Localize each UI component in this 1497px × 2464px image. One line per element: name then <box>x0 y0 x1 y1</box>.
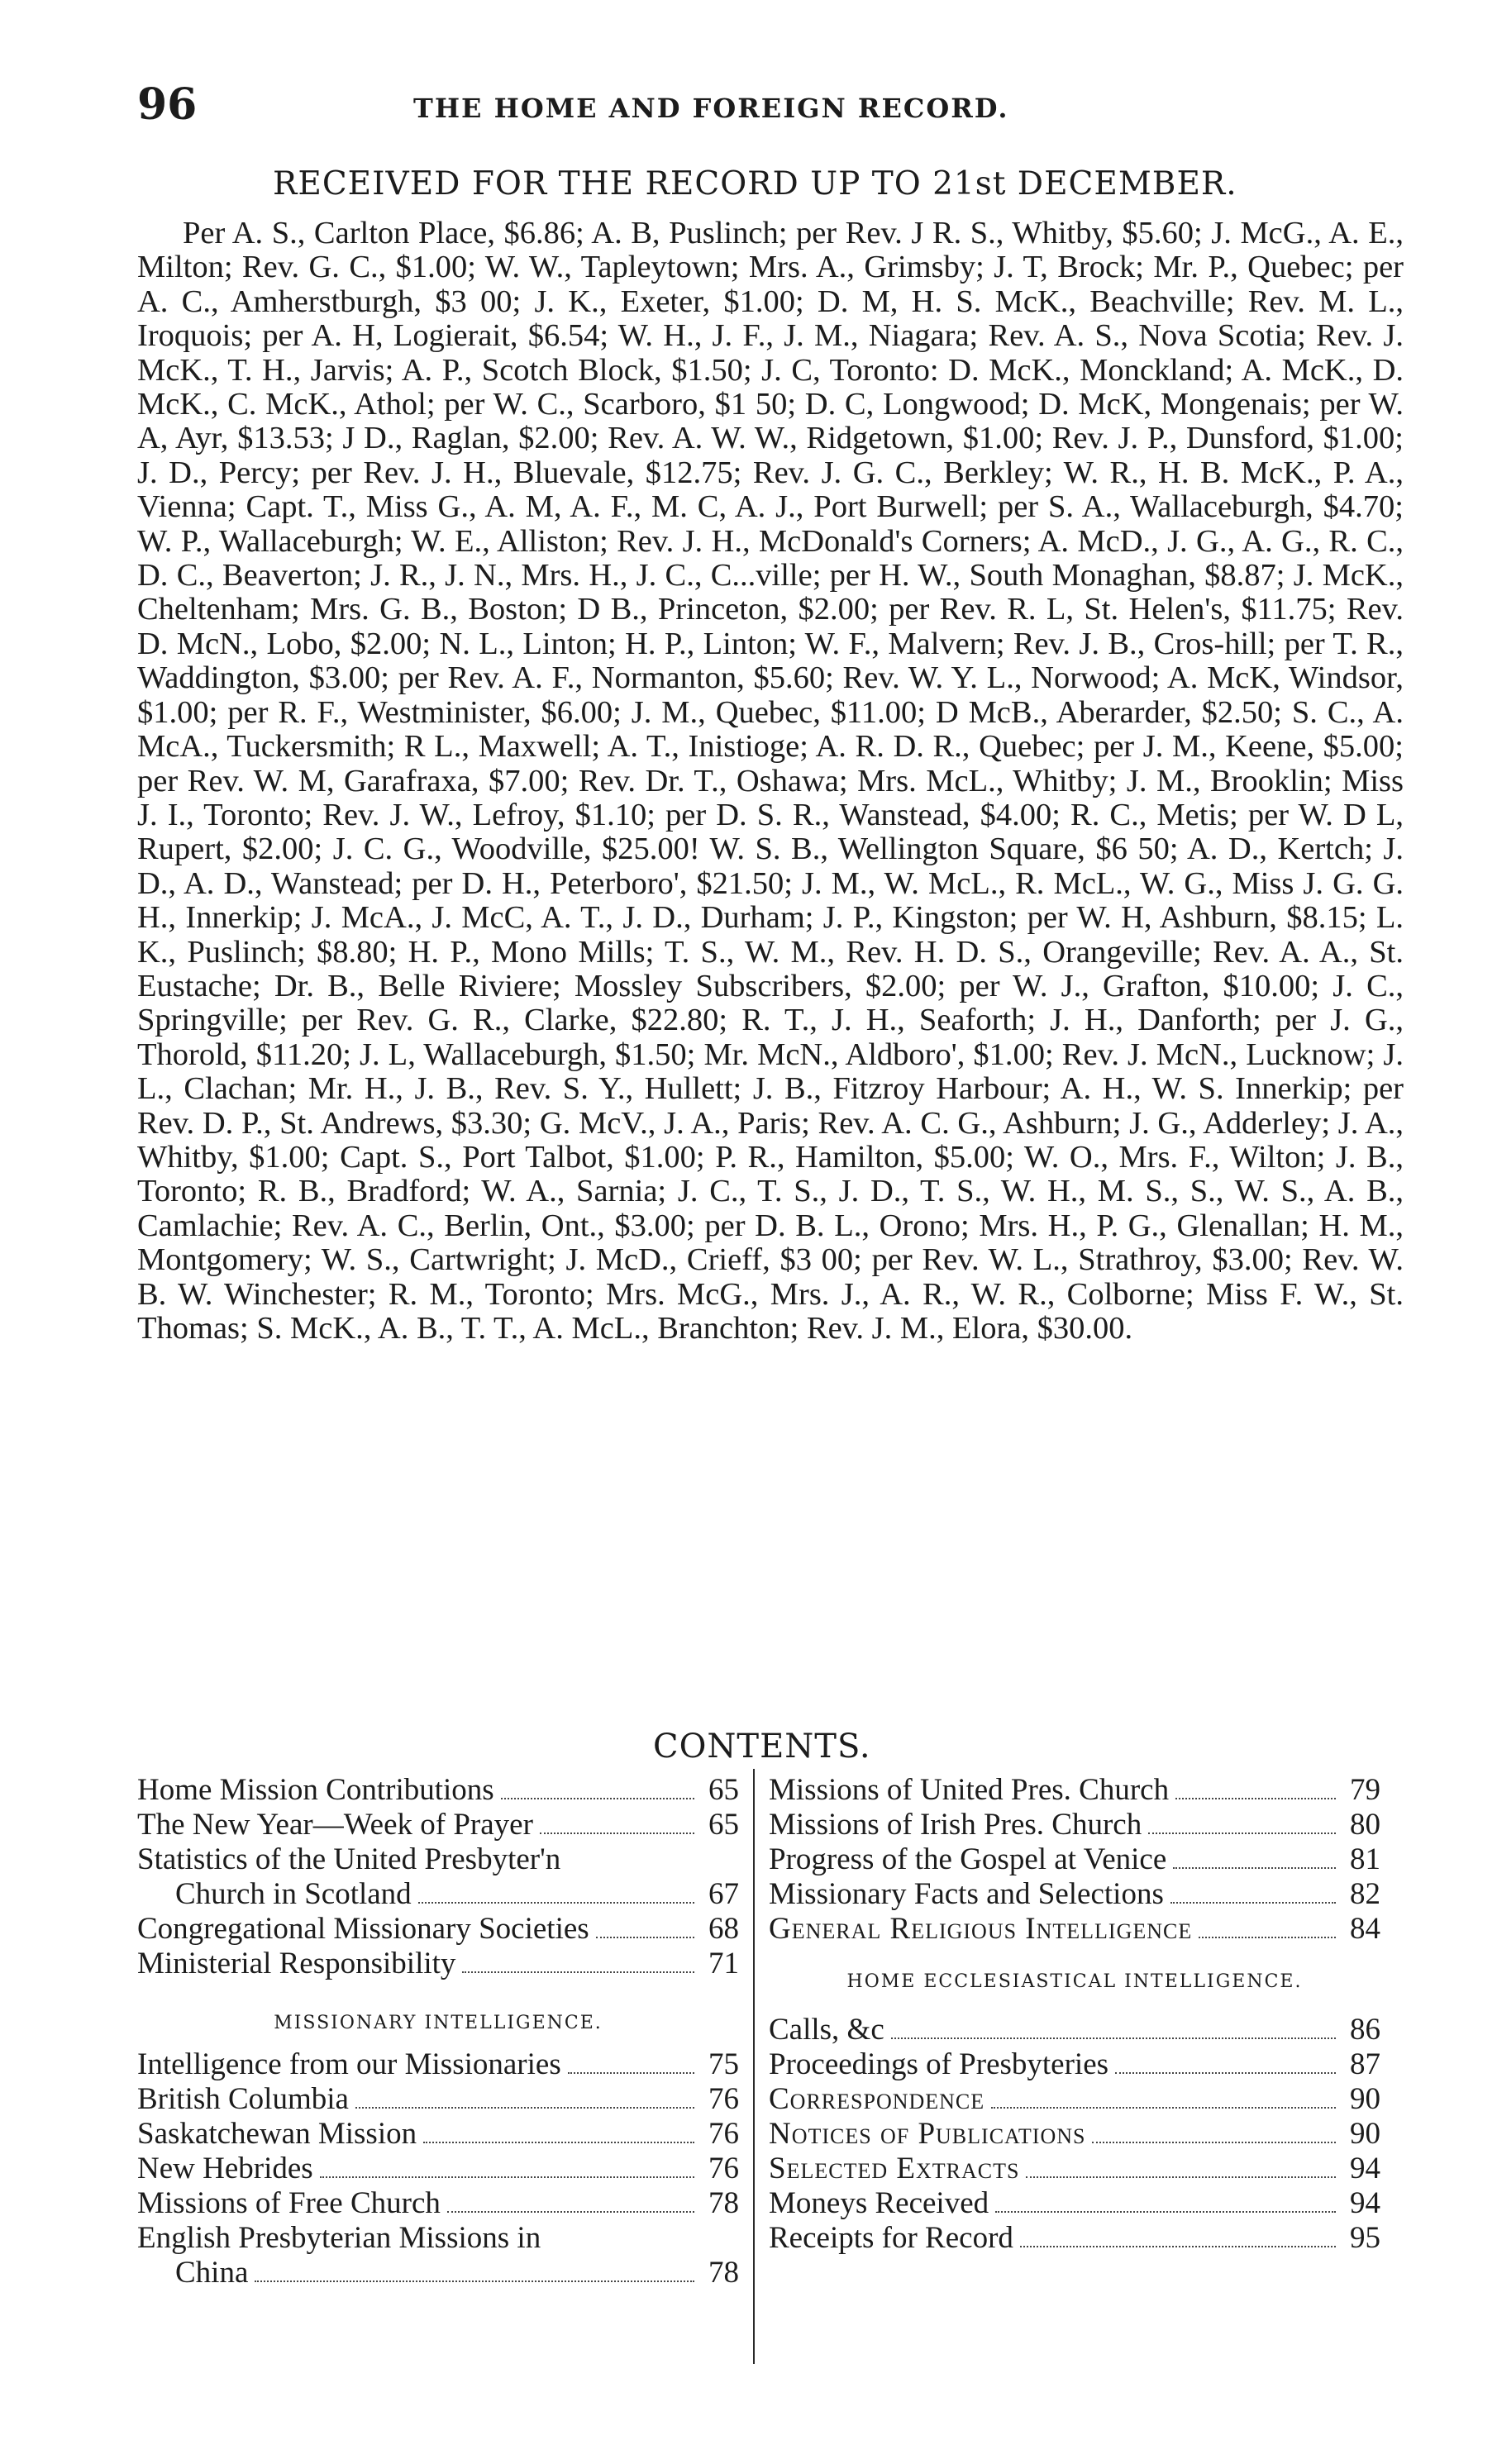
toc-label: Moneys Received <box>769 2186 989 2220</box>
toc-label: Missions of Free Church <box>137 2186 441 2220</box>
toc-page: 75 <box>708 2047 739 2081</box>
toc-page: 81 <box>1350 1842 1380 1876</box>
toc-label: Receipts for Record <box>769 2221 1013 2255</box>
toc-entry[interactable] <box>769 1808 1380 1842</box>
dot-leader <box>462 1971 694 1973</box>
toc-page: 78 <box>708 2186 739 2220</box>
dot-leader <box>1148 1832 1336 1834</box>
toc-page: 84 <box>1350 1912 1380 1946</box>
toc-label: The New Year—Week of Prayer <box>137 1808 533 1842</box>
toc-label: English Presbyterian Missions in <box>137 2221 541 2255</box>
toc-page: 90 <box>1350 2117 1380 2151</box>
toc-label: British Columbia <box>137 2082 349 2116</box>
dot-leader <box>1026 2176 1336 2178</box>
toc-page: 90 <box>1350 2082 1380 2116</box>
toc-entry[interactable] <box>137 2047 739 2082</box>
toc-subheading-missionary: MISSIONARY INTELLIGENCE. <box>274 2013 603 2033</box>
toc-page: 76 <box>708 2082 739 2116</box>
toc-label: Church in Scotland <box>175 1877 412 1911</box>
dot-leader <box>355 2106 694 2109</box>
section-title: RECEIVED FOR THE RECORD UP TO 21st DECEMBER. <box>273 165 1237 203</box>
dot-leader <box>447 2210 694 2213</box>
toc-page: 82 <box>1350 1877 1380 1911</box>
toc-entry[interactable] <box>769 1912 1380 1947</box>
contents-right-column <box>769 1773 1380 2256</box>
toc-entry[interactable] <box>137 1842 739 1877</box>
toc-label: Proceedings of Presbyteries <box>769 2047 1109 2081</box>
dot-leader <box>568 2071 694 2074</box>
toc-entry[interactable] <box>137 2082 739 2117</box>
dot-leader <box>320 2176 694 2178</box>
toc-entry[interactable] <box>769 2221 1380 2256</box>
toc-page: 76 <box>708 2152 739 2185</box>
dot-leader <box>423 2141 694 2143</box>
toc-page: 94 <box>1350 2152 1380 2185</box>
toc-entry[interactable] <box>137 2152 739 2186</box>
toc-page: 71 <box>708 1947 739 1980</box>
toc-page: 68 <box>708 1912 739 1946</box>
running-head: THE HOME AND FOREIGN RECORD. <box>413 93 1009 124</box>
dot-leader <box>418 1901 694 1904</box>
toc-page: 67 <box>708 1877 739 1911</box>
toc-entry[interactable] <box>137 2256 739 2290</box>
toc-page: 65 <box>708 1773 739 1807</box>
toc-label: New Hebrides <box>137 2152 313 2185</box>
toc-label: Statistics of the United Presbyter'n <box>137 1842 561 1876</box>
toc-label: Missionary Facts and Selections <box>769 1877 1164 1911</box>
toc-entry[interactable] <box>137 1808 739 1842</box>
toc-page: 78 <box>708 2256 739 2290</box>
toc-entry[interactable] <box>137 2221 739 2256</box>
toc-entry[interactable] <box>769 2013 1380 2047</box>
page-number: 96 <box>137 79 198 130</box>
toc-label: Notices of Publications <box>769 2117 1086 2151</box>
toc-label: Home Mission Contributions <box>137 1773 494 1807</box>
toc-label: China <box>175 2256 249 2290</box>
toc-label: Missions of Irish Pres. Church <box>769 1808 1142 1842</box>
toc-page: 65 <box>708 1808 739 1842</box>
toc-entry[interactable] <box>137 2186 739 2221</box>
toc-entry[interactable] <box>769 1877 1380 1912</box>
toc-entry[interactable] <box>769 2152 1380 2186</box>
toc-label: Missions of United Pres. Church <box>769 1773 1170 1807</box>
dot-leader <box>995 2210 1336 2213</box>
toc-entry[interactable] <box>769 2047 1380 2082</box>
contents-left-column <box>137 1773 739 2290</box>
dot-leader <box>1115 2071 1336 2074</box>
contents-title: CONTENTS. <box>653 1728 871 1766</box>
toc-label: Selected Extracts <box>769 2152 1020 2185</box>
dot-leader <box>1092 2141 1336 2143</box>
toc-label: Correspondence <box>769 2082 985 2116</box>
toc-entry[interactable] <box>769 1773 1380 1808</box>
toc-label: Calls, &c <box>769 2013 884 2047</box>
toc-entry[interactable] <box>769 2186 1380 2221</box>
toc-page: 87 <box>1350 2047 1380 2081</box>
toc-label: Progress of the Gospel at Venice <box>769 1842 1167 1876</box>
dot-leader <box>1199 1936 1336 1938</box>
toc-entry[interactable] <box>137 1773 739 1808</box>
toc-label: Saskatchewan Mission <box>137 2117 417 2151</box>
dot-leader <box>991 2106 1336 2109</box>
dot-leader <box>540 1832 694 1834</box>
toc-page: 76 <box>708 2117 739 2151</box>
toc-page: 95 <box>1350 2221 1380 2255</box>
dot-leader <box>1173 1866 1336 1869</box>
toc-entry[interactable] <box>769 2117 1380 2152</box>
dot-leader <box>255 2280 694 2282</box>
toc-label: General Religious Intelligence <box>769 1912 1193 1946</box>
toc-entry[interactable] <box>769 2082 1380 2117</box>
toc-label: Ministerial Responsibility <box>137 1947 456 1980</box>
dot-leader <box>501 1797 694 1799</box>
toc-entry[interactable] <box>769 1842 1380 1877</box>
dot-leader <box>1020 2245 1336 2247</box>
toc-page: 79 <box>1350 1773 1380 1807</box>
column-divider <box>753 1769 755 2364</box>
dot-leader <box>596 1936 694 1938</box>
dot-leader <box>891 2037 1336 2039</box>
toc-entry[interactable] <box>137 2117 739 2152</box>
receipts-paragraph: Per A. S., Carlton Place, $6.86; A. B, Puslinch; per Rev. J R. S., Whitby, $5.60; J. McG., A. E., Milton; Rev. G. C., $1.00; W. W., Tapleytown; Mrs. A., Grimsby; J. T, Brock; Mr. P., Quebec; per A. C., Amherstburgh, $3 00; J. K., Exeter, $1.00; D. M, H. S. McK., Beachville; Rev. M. L., Iroquois; per A. H, Logierait, $6.54; W. H., J. F., J. M., Niagara; Rev. A. S., Nova Scotia; Rev. J. McK., T. H., Jarvis; A. P., Scotch Block, $1.50; J. C, Toronto: D. McK., Monckland; A. McK., D. McK., C. McK., Athol; per W. C., Scarboro, $1 50; D. C, Longwood; D. McK, Mongenais; per W. A, Ayr, $13.53; J D., Raglan, $2.00; Rev. A. W. W., Ridgetown, $1.00; Rev. J. P., Dunsford, $1.00; J. D., Percy; per Rev. J. H., Bluevale, $12.75; Rev. J. G. C., Berkley; W. R., H. B. McK., P. A., Vienna; Capt. T., Miss G., A. M, A. F., M. C, A. J., Port Burwell; per S. A., Wallaceburgh, $4.70; W. P., Wallaceburgh; W. E., Alliston; Rev. J. H., McDonald's Corners; A. McD., J. G., A. G., R. C., D. C., Beaverton; J. R., J. N., Mrs. H., J. C., C...ville; per H. W., South Monaghan, $8.87; J. McK., Cheltenham; Mrs. G. B., Boston; D B., Princeton, $2.00; per Rev. R. L, St. Helen's, $11.75; Rev. D. McN., Lobo, $2.00; N. L., Linton; H. P., Linton; W. F., Malvern; Rev. J. B., Cros-hill; per T. R., Waddington, $3.00; per Rev. A. F., Normanton, $5.60; Rev. W. Y. L., Norwood; A. McK, Windsor, $1.00; per R. F., Westminister, $6.00; J. M., Quebec, $11.00; D McB., Aberarder, $2.50; S. C., A. McA., Tuckersmith; R L., Maxwell; A. T., Inistioge; A. R. D. R., Quebec; per J. M., Keene, $5.00; per Rev. W. M, Garafraxa, $7.00; Rev. Dr. T., Oshawa; Mrs. McL., Whitby; J. M., Brooklin; Miss J. I., Toronto; Rev. J. W., Lefroy, $1.10; per D. S. R., Wanstead, $4.00; R. C., Metis; per W. D L, Rupert, $2.00; J. C. G., Woodville, $25.00! W. S. B., Wellington Square, $6 50; A. D., Kertch; J. D., A. D., Wanstead; per D. H., Peterboro', $21.50; J. M., W. McL., R. McL., W. G., Miss J. G. G. H., Innerkip; J. McA., J. McC, A. T., J. D., Durham; J. P., Kingston; per W. H, Ashburn, $8.15; L. K., Puslinch; $8.80; H. P., Mono Mills; T. S., W. M., Rev. H. D. S., Orangeville; Rev. A. A., St. Eustache; Dr. B., Belle Riviere; Mossley Subscribers, $2.00; per W. J., Grafton, $10.00; J. C., Springville; per Rev. G. R., Clarke, $22.80; R. T., J. H., Seaforth; J. H., Danforth; per J. G., Thorold, $11.20; J. L, Wallaceburgh, $1.50; Mr. McN., Aldboro', $1.00; Rev. J. McN., Lucknow; J. L., Clachan; Mr. H., J. B., Rev. S. Y., Hullett; J. B., Fitzroy Harbour; A. H., W. S. Innerkip; per Rev. D. P., St. Andrews, $3.30; G. McV., J. A., Paris; Rev. A. C. G., Ashburn; J. G., Adderley; J. A., Whitby, $1.00; Capt. S., Port Talbot, $1.00; P. R., Hamilton, $5.00; W. O., Mrs. F., Wilton; J. B., Toronto; R. B., Bradford; W. A., Sarnia; J. C., T. S., J. D., T. S., W. H., M. S., S., W. S., A. B., Camlachie; Rev. A. C., Berlin, Ont., $3.00; per D. B. L., Orono; Mrs. H., P. G., Glenallan; H. M., Montgomery; W. S., Cartwright; J. McD., Crieff, $3 00; per Rev. W. L., Strathroy, $3.00; Rev. W. B. W. Winchester; R. M., Toronto; Mrs. McG., Mrs. J., A. R., W. R., Colborne; Miss F. W., St. Thomas; S. McK., A. B., T. T., A. McL., Branchton; Rev. J. M., Elora, $30.00. <box>137 216 1404 1346</box>
dot-leader <box>1170 1901 1336 1904</box>
toc-entry[interactable] <box>137 1947 739 1981</box>
toc-entry[interactable] <box>137 1877 739 1912</box>
toc-page: 80 <box>1350 1808 1380 1842</box>
toc-label: Congregational Missionary Societies <box>137 1912 589 1946</box>
toc-page: 86 <box>1350 2013 1380 2047</box>
dot-leader <box>1175 1797 1336 1799</box>
toc-subheading-home-ecclesiastical: HOME ECCLESIASTICAL INTELLIGENCE. <box>846 1971 1303 1992</box>
toc-label: Intelligence from our Missionaries <box>137 2047 561 2081</box>
toc-entry[interactable] <box>137 1912 739 1947</box>
toc-page: 94 <box>1350 2186 1380 2220</box>
